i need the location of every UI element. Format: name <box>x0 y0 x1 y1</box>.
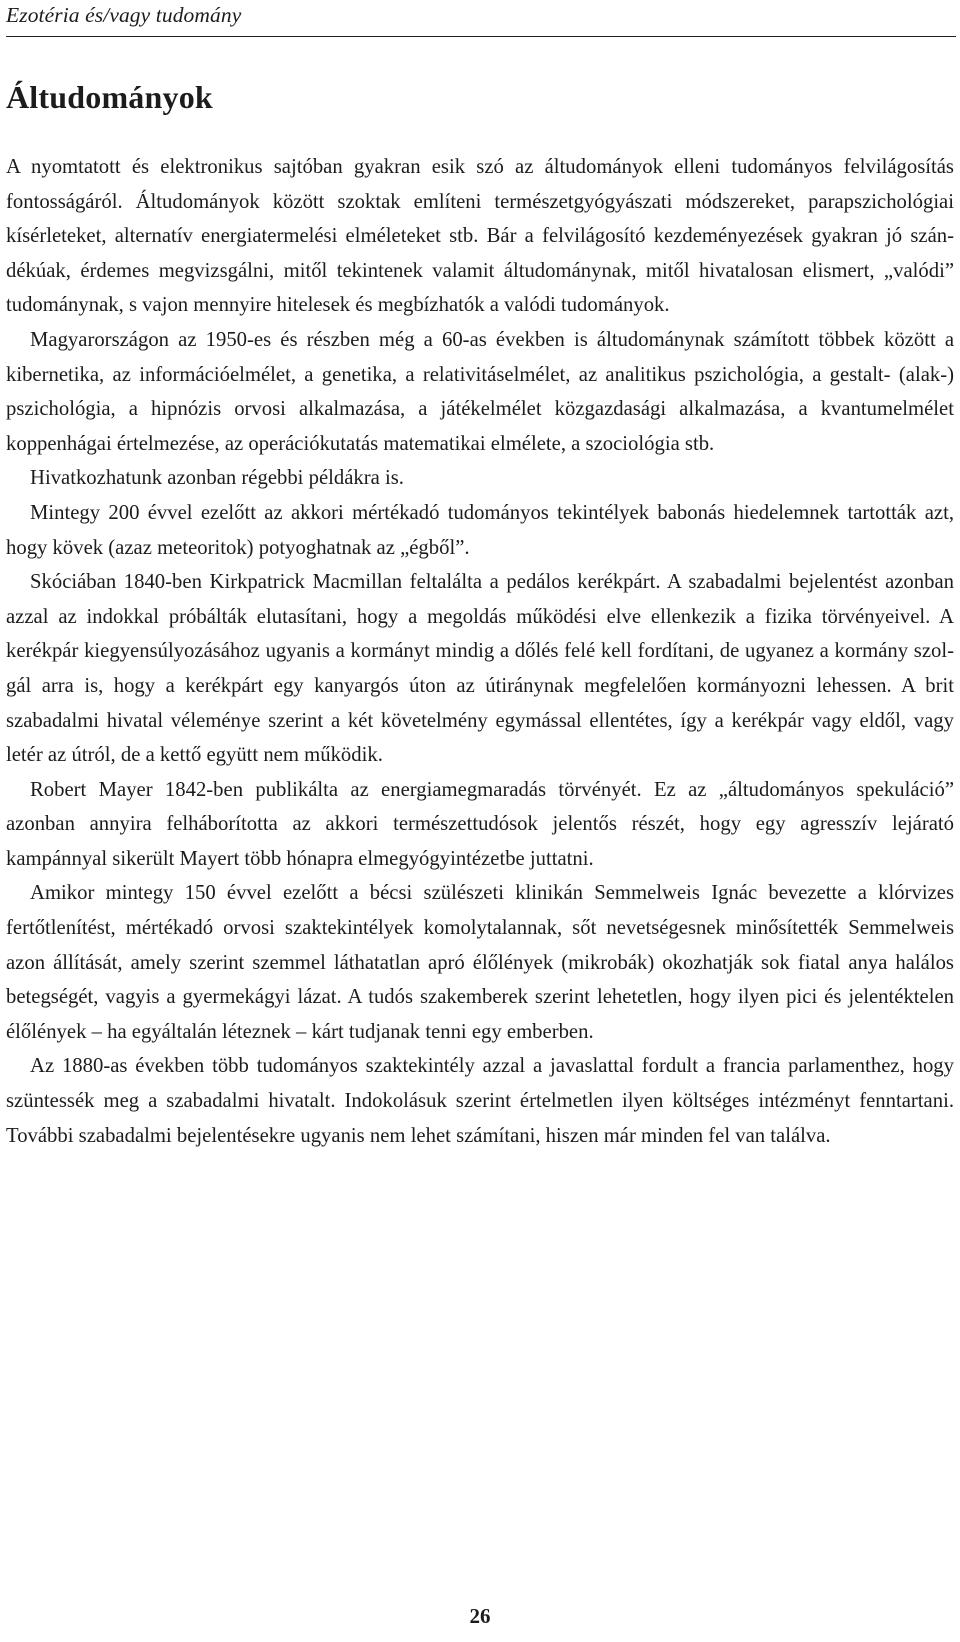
paragraph: Robert Mayer 1842-ben publikálta az energiamegmaradás törvényét. Ez az „áltudományos spekuláció” azonban annyira felháborította az akkori természettudósok jelentős részét, hogy egy agresszív lejárató kampánnyal sikerült Mayert több hónapra elmegyógyintézetbe juttatni. <box>6 778 954 870</box>
paragraph: A nyomtatott és elektronikus sajtóban gyakran esik szó az áltudományok elleni tudományos felvilágosítás fontosságáról. Áltudományok között szoktak említeni természetgyógyászati módszereket, parapszichológiai kísérleteket, alternatív energiatermelési elméleteket stb. Bár a felvilágosító kezdeményezések gyakran jó szándékúak, érdemes megvizsgálni, mitől tekintenek valamit áltudománynak, mitől hivatalosan elismert, „valódi” tudománynak, s vajon mennyire hitelesek és megbízhatók a valódi tudományok. <box>6 156 954 317</box>
paragraph: Hivatkozhatunk azonban régebbi példákra is. <box>30 467 404 490</box>
paragraph: Mintegy 200 évvel ezelőtt az akkori mértékadó tudományos tekintélyek babonás hiedelemnek tartották azt, hogy kövek (azaz meteoritok) potyoghatnak az „égből”. <box>6 501 954 559</box>
article-body <box>6 150 954 1153</box>
running-header-title: Ezotéria és/vagy tudomány <box>6 3 242 27</box>
running-header <box>6 0 956 37</box>
paragraph: Az 1880-as években több tudományos szaktekintély azzal a javaslattal fordult a francia parlamenthez, hogy szüntessék meg a szabadalmi hivatalt. Indokolásuk szerint értelmetlen ilyen költséges intézményt fenntartani. További szabadalmi bejelentésekre ugyanis nem lehet számítani, hiszen már minden fel van találva. <box>6 1055 954 1147</box>
paragraph: Magyarországon az 1950-es és részben még a 60-as években is áltudománynak számított többek között a kibernetika, az információelmélet, a genetika, a relativitáselmélet, az analitikus pszichológia, a gestalt- (alak-) pszichológia, a hipnózis orvosi alkalmazása, a játékelmélet közgazdasági alkalmazása, a kvantumelmélet koppenhágai értelmezése, az operációkutatás matematikai elmélete, a szociológia stb. <box>6 328 954 455</box>
chapter-title: Áltudományok <box>6 79 213 115</box>
paragraph: Skóciában 1840-ben Kirkpatrick Macmillan feltalálta a pedálos kerékpárt. A szabadalmi bejelentést azonban azzal az indokkal próbálták elutasítani, hogy a megoldás működési elve ellenkezik a fizika törvényeivel. A kerékpár kiegyensúlyozásához ugyanis a kormányt mindig a dőlés felé kell fordítani, de ugyanez a kormány szolgál arra is, hogy a kerékpárt egy kanyargós úton az útiránynak megfelelően kormányozni lehessen. A brit szabadalmi hivatal véleménye szerint a két követelmény egymással ellentétes, így a kerékpár vagy eldől, vagy letér az útról, de a kettő együtt nem működik. <box>6 571 954 767</box>
paragraph: Amikor mintegy 150 évvel ezelőtt a bécsi szülészeti klinikán Semmelweis Ignác bevezette a klórvizes fertőtlenítést, mértékadó orvosi szaktekintélyek komolytalannak, sőt nevetségesnek minősítették Semmelweis azon állítását, amely szerint szemmel láthatatlan apró élőlények (mikrobák) okozhatják sok fiatal anya halálos betegségét, vagyis a gyermekágyi lázat. A tudós szakemberek szerint lehetetlen, hogy ilyen pici és jelentéktelen élőlények – ha egyáltalán léteznek – kárt tudjanak tenni egy emberben. <box>6 882 954 1043</box>
page-number: 26 <box>469 1604 491 1628</box>
